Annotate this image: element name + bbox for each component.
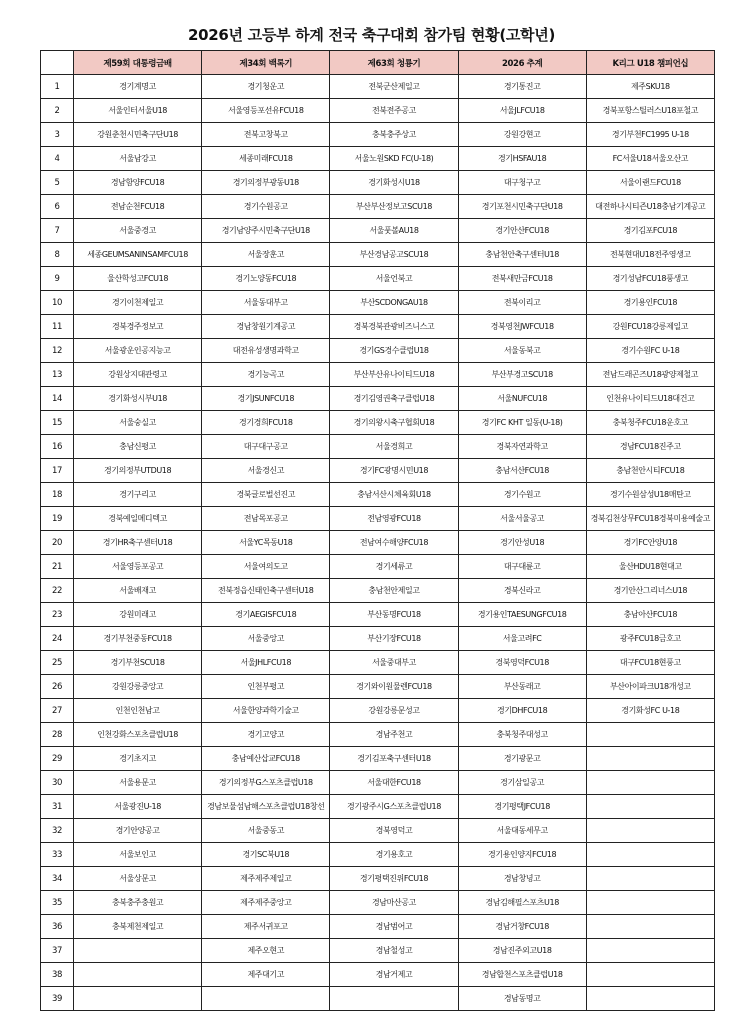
team-cell: 서울풋볼AU18 bbox=[330, 219, 458, 243]
team-cell: 제주제주제일고 bbox=[202, 867, 330, 891]
team-cell bbox=[586, 771, 714, 795]
team-cell: 서울보인고 bbox=[74, 843, 202, 867]
row-number: 8 bbox=[41, 243, 74, 267]
team-cell: 경기남양주시민축구단U18 bbox=[202, 219, 330, 243]
row-number: 38 bbox=[41, 963, 74, 987]
team-cell bbox=[74, 939, 202, 963]
team-cell: 경기SC북U18 bbox=[202, 843, 330, 867]
team-cell: 인천강화스포츠클럽U18 bbox=[74, 723, 202, 747]
team-cell: 전남목포공고 bbox=[202, 507, 330, 531]
row-number: 23 bbox=[41, 603, 74, 627]
row-number: 34 bbox=[41, 867, 74, 891]
team-cell: 서울이랜드FCU18 bbox=[586, 171, 714, 195]
team-cell: 서울JLFCU18 bbox=[458, 99, 586, 123]
team-cell: 부산동명FCU18 bbox=[330, 603, 458, 627]
team-cell: 충남예산삽교FCU18 bbox=[202, 747, 330, 771]
team-cell: 전남영광FCU18 bbox=[330, 507, 458, 531]
team-cell: 경기DHFCU18 bbox=[458, 699, 586, 723]
team-cell: 전남여수해양FCU18 bbox=[330, 531, 458, 555]
team-cell: 경남창녕고 bbox=[458, 867, 586, 891]
table-row bbox=[41, 987, 715, 1011]
team-cell: 서울용문고 bbox=[74, 771, 202, 795]
row-number: 28 bbox=[41, 723, 74, 747]
table-row bbox=[41, 267, 715, 291]
team-cell: 경기안산그리너스U18 bbox=[586, 579, 714, 603]
team-cell bbox=[74, 987, 202, 1011]
team-cell: 경남철성고 bbox=[330, 939, 458, 963]
team-cell: 경기의정부광동U18 bbox=[202, 171, 330, 195]
team-cell: 부산기장FCU18 bbox=[330, 627, 458, 651]
team-cell: 경기화성시U18 bbox=[330, 171, 458, 195]
team-cell bbox=[586, 819, 714, 843]
team-cell: 울산학성고FCU18 bbox=[74, 267, 202, 291]
team-cell: 전북이리고 bbox=[458, 291, 586, 315]
table-row bbox=[41, 627, 715, 651]
team-cell: 경기안산FCU18 bbox=[458, 219, 586, 243]
table-row bbox=[41, 363, 715, 387]
row-number: 29 bbox=[41, 747, 74, 771]
team-cell bbox=[586, 747, 714, 771]
team-cell: 경북경주정보고 bbox=[74, 315, 202, 339]
team-cell: 경기와이원물렌FCU18 bbox=[330, 675, 458, 699]
row-number: 24 bbox=[41, 627, 74, 651]
row-number: 25 bbox=[41, 651, 74, 675]
table-row bbox=[41, 747, 715, 771]
team-cell: 경북경북관광비즈니스고 bbox=[330, 315, 458, 339]
team-cell: 경기화성FC U-18 bbox=[586, 699, 714, 723]
team-cell: 경기초지고 bbox=[74, 747, 202, 771]
team-cell bbox=[586, 795, 714, 819]
row-number: 10 bbox=[41, 291, 74, 315]
row-number: 11 bbox=[41, 315, 74, 339]
team-cell: 강원상지대관령고 bbox=[74, 363, 202, 387]
team-cell: 부산부산정보고SCU18 bbox=[330, 195, 458, 219]
row-number: 16 bbox=[41, 435, 74, 459]
team-cell: 대전유성생명과학고 bbox=[202, 339, 330, 363]
row-number: 32 bbox=[41, 819, 74, 843]
row-number: 5 bbox=[41, 171, 74, 195]
team-cell: 서울남강고 bbox=[74, 147, 202, 171]
column-header-kleague-u18: K리그 U18 챔피언십 bbox=[586, 51, 714, 75]
row-number: 15 bbox=[41, 411, 74, 435]
team-cell: 경북영덕고 bbox=[330, 819, 458, 843]
table-row bbox=[41, 219, 715, 243]
table-row bbox=[41, 555, 715, 579]
team-cell: 인천유나이티드U18대건고 bbox=[586, 387, 714, 411]
team-cell: 서울영등포선유FCU18 bbox=[202, 99, 330, 123]
team-cell: 경기용인TAESUNGFCU18 bbox=[458, 603, 586, 627]
team-cell: 서울YC목동U18 bbox=[202, 531, 330, 555]
team-cell: 서울동북고 bbox=[458, 339, 586, 363]
team-cell: 강원미래고 bbox=[74, 603, 202, 627]
row-number: 19 bbox=[41, 507, 74, 531]
team-cell: 경기삼일공고 bbox=[458, 771, 586, 795]
team-cell: 경기HR축구센터U18 bbox=[74, 531, 202, 555]
team-cell: 서울숭실고 bbox=[74, 411, 202, 435]
table-body bbox=[41, 75, 715, 1011]
team-cell: 경남창원기계공고 bbox=[202, 315, 330, 339]
team-cell: 경기포천시민축구단U18 bbox=[458, 195, 586, 219]
row-number: 27 bbox=[41, 699, 74, 723]
row-number: 9 bbox=[41, 267, 74, 291]
team-cell: 부산경남공고SCU18 bbox=[330, 243, 458, 267]
table-row bbox=[41, 99, 715, 123]
column-header-baengnokgi: 제34회 백록기 bbox=[202, 51, 330, 75]
team-cell: 제주SKU18 bbox=[586, 75, 714, 99]
team-cell: 충남서산시체육회U18 bbox=[330, 483, 458, 507]
team-cell: 경기용인양지FCU18 bbox=[458, 843, 586, 867]
team-cell: 부산SCDONGAU18 bbox=[330, 291, 458, 315]
column-header-presidents-cup: 제59회 대통령금배 bbox=[74, 51, 202, 75]
team-cell bbox=[330, 987, 458, 1011]
team-cell: 경기부천SCU18 bbox=[74, 651, 202, 675]
team-cell: 강원강릉중앙고 bbox=[74, 675, 202, 699]
team-cell: 경기평택JFCU18 bbox=[458, 795, 586, 819]
team-cell: 경남마산공고 bbox=[330, 891, 458, 915]
team-cell: 경북영천JWFCU18 bbox=[458, 315, 586, 339]
table-row bbox=[41, 603, 715, 627]
team-cell: 경남보물섬남해스포츠클럽U18창선 bbox=[202, 795, 330, 819]
table-row bbox=[41, 123, 715, 147]
team-cell: 경남김해필스포츠U18 bbox=[458, 891, 586, 915]
row-number: 12 bbox=[41, 339, 74, 363]
team-cell: 서울중대부고 bbox=[330, 651, 458, 675]
team-cell: 경남거창FCU18 bbox=[458, 915, 586, 939]
team-cell: 경기용인FCU18 bbox=[586, 291, 714, 315]
team-cell: 서울노원SKD FC(U-18) bbox=[330, 147, 458, 171]
team-cell: 경기세류고 bbox=[330, 555, 458, 579]
team-cell: 부산부산유나이티드U18 bbox=[330, 363, 458, 387]
team-cell: 경기경희FCU18 bbox=[202, 411, 330, 435]
table-row bbox=[41, 339, 715, 363]
team-cell: 경기평택진위FCU18 bbox=[330, 867, 458, 891]
table-row bbox=[41, 939, 715, 963]
row-number: 7 bbox=[41, 219, 74, 243]
team-cell: 대구대구공고 bbox=[202, 435, 330, 459]
team-cell: 경기청운고 bbox=[202, 75, 330, 99]
team-cell: 경남합천스포츠클럽U18 bbox=[458, 963, 586, 987]
table-row bbox=[41, 699, 715, 723]
team-cell: 충북청주대성고 bbox=[458, 723, 586, 747]
team-cell: 세종GEUMSANINSAMFCU18 bbox=[74, 243, 202, 267]
table-row bbox=[41, 315, 715, 339]
row-number: 30 bbox=[41, 771, 74, 795]
team-cell: 경기의정부UTDU18 bbox=[74, 459, 202, 483]
team-cell: 경북신라고 bbox=[458, 579, 586, 603]
team-cell: 부산부경고SCU18 bbox=[458, 363, 586, 387]
team-cell: 경기이천제일고 bbox=[74, 291, 202, 315]
team-cell: 인천인천남고 bbox=[74, 699, 202, 723]
team-cell: 서울광운인공지능고 bbox=[74, 339, 202, 363]
team-cell: 충북충주상고 bbox=[330, 123, 458, 147]
team-cell: 서울언북고 bbox=[330, 267, 458, 291]
team-cell: 전북전주공고 bbox=[330, 99, 458, 123]
row-number: 35 bbox=[41, 891, 74, 915]
team-cell: 전남순천FCU18 bbox=[74, 195, 202, 219]
team-cell: 경기안성U18 bbox=[458, 531, 586, 555]
team-cell bbox=[586, 843, 714, 867]
team-cell: 경기수원고 bbox=[458, 483, 586, 507]
team-cell: 전북새만금FCU18 bbox=[458, 267, 586, 291]
row-number: 36 bbox=[41, 915, 74, 939]
team-cell: 충남천안시티FCU18 bbox=[586, 459, 714, 483]
team-cell: 경남동명고 bbox=[458, 987, 586, 1011]
table-row bbox=[41, 723, 715, 747]
team-cell: 경북글로벌선진고 bbox=[202, 483, 330, 507]
team-cell: 경남범어고 bbox=[330, 915, 458, 939]
team-cell: 충남서산FCU18 bbox=[458, 459, 586, 483]
team-cell: 경기김포축구센터U18 bbox=[330, 747, 458, 771]
team-cell: 서울여의도고 bbox=[202, 555, 330, 579]
table-row bbox=[41, 435, 715, 459]
column-header-cheongryonggi: 제63회 청룡기 bbox=[330, 51, 458, 75]
team-cell: 서울영등포공고 bbox=[74, 555, 202, 579]
team-cell bbox=[586, 867, 714, 891]
team-cell: 강원춘천시민축구단U18 bbox=[74, 123, 202, 147]
team-cell: 경기수원공고 bbox=[202, 195, 330, 219]
table-row bbox=[41, 483, 715, 507]
team-cell: 경북자연과학고 bbox=[458, 435, 586, 459]
team-cell: 경기JSUNFCU18 bbox=[202, 387, 330, 411]
table-row bbox=[41, 387, 715, 411]
team-cell: 경기FC안양U18 bbox=[586, 531, 714, 555]
document-title: 2026년 고등부 하계 전국 축구대회 참가팀 현황(고학년) bbox=[188, 26, 555, 44]
team-cell: 경기능곡고 bbox=[202, 363, 330, 387]
team-cell: 경기안양공고 bbox=[74, 819, 202, 843]
team-cell: 제주오현고 bbox=[202, 939, 330, 963]
table-row bbox=[41, 675, 715, 699]
team-cell: 대구대륜고 bbox=[458, 555, 586, 579]
team-cell: 경북김천상무FCU18경북미용예술고 bbox=[586, 507, 714, 531]
team-cell: 경기통진고 bbox=[458, 75, 586, 99]
team-cell: 서울광진U-18 bbox=[74, 795, 202, 819]
team-cell: 경기의왕시축구협회U18 bbox=[330, 411, 458, 435]
team-cell: 서울대한FCU18 bbox=[330, 771, 458, 795]
table-row bbox=[41, 171, 715, 195]
team-cell: 경기FC광명시민U18 bbox=[330, 459, 458, 483]
team-cell: 서울인터서울U18 bbox=[74, 99, 202, 123]
team-cell: 경기부천중동FCU18 bbox=[74, 627, 202, 651]
team-cell: 대구청구고 bbox=[458, 171, 586, 195]
participants-table bbox=[40, 50, 715, 1011]
team-cell: 강원강현고 bbox=[458, 123, 586, 147]
team-cell: 전북정읍신태인축구센터U18 bbox=[202, 579, 330, 603]
team-cell bbox=[586, 987, 714, 1011]
team-cell: 경기의정부G스포츠클럽U18 bbox=[202, 771, 330, 795]
team-cell: 경기광문고 bbox=[458, 747, 586, 771]
team-cell bbox=[74, 963, 202, 987]
team-cell: 경기수원삼성U18매탄고 bbox=[586, 483, 714, 507]
team-cell: 서울고려FC bbox=[458, 627, 586, 651]
team-cell: 강원강릉문성고 bbox=[330, 699, 458, 723]
team-cell: 서울한양과학기술고 bbox=[202, 699, 330, 723]
team-cell: 제주제주중앙고 bbox=[202, 891, 330, 915]
team-cell: 서울JHLFCU18 bbox=[202, 651, 330, 675]
team-cell: 서울서울공고 bbox=[458, 507, 586, 531]
team-cell bbox=[586, 723, 714, 747]
row-number: 37 bbox=[41, 939, 74, 963]
team-cell: 경남FCU18진주고 bbox=[586, 435, 714, 459]
team-cell: 서울동대부고 bbox=[202, 291, 330, 315]
team-cell: 부산동래고 bbox=[458, 675, 586, 699]
team-cell bbox=[202, 987, 330, 1011]
header-row bbox=[41, 51, 715, 75]
team-cell: 서울경희고 bbox=[330, 435, 458, 459]
team-cell: 인천부평고 bbox=[202, 675, 330, 699]
row-number: 3 bbox=[41, 123, 74, 147]
team-cell: 경기HSFAU18 bbox=[458, 147, 586, 171]
table-row bbox=[41, 795, 715, 819]
team-cell: 대전하나시티즌U18충남기계공고 bbox=[586, 195, 714, 219]
team-cell bbox=[586, 915, 714, 939]
row-number: 33 bbox=[41, 843, 74, 867]
team-cell: 제주서귀포고 bbox=[202, 915, 330, 939]
team-cell: 경기구리고 bbox=[74, 483, 202, 507]
team-cell: 충남아산FCU18 bbox=[586, 603, 714, 627]
team-cell: 경남함양FCU18 bbox=[74, 171, 202, 195]
team-cell: 경기AEGISFCU18 bbox=[202, 603, 330, 627]
team-cell: 서울배재고 bbox=[74, 579, 202, 603]
team-cell bbox=[586, 939, 714, 963]
team-cell: 경기부천FC1995 U-18 bbox=[586, 123, 714, 147]
team-cell: 경기계명고 bbox=[74, 75, 202, 99]
team-cell: 경기화성시부U18 bbox=[74, 387, 202, 411]
table-row bbox=[41, 195, 715, 219]
team-cell: 경기GS경수클럽U18 bbox=[330, 339, 458, 363]
row-number: 6 bbox=[41, 195, 74, 219]
team-cell: 부산아이파크U18개성고 bbox=[586, 675, 714, 699]
team-cell: 경기FC KHT 일동(U-18) bbox=[458, 411, 586, 435]
team-cell: 경기광주시G스포츠클럽U18 bbox=[330, 795, 458, 819]
team-cell: 서울중앙고 bbox=[202, 627, 330, 651]
team-cell: 경북예일메디텍고 bbox=[74, 507, 202, 531]
team-cell bbox=[586, 963, 714, 987]
team-cell: FC서울U18서울오산고 bbox=[586, 147, 714, 171]
team-cell: 충북청주FCU18운호고 bbox=[586, 411, 714, 435]
table-row bbox=[41, 411, 715, 435]
team-cell: 서울대동세무고 bbox=[458, 819, 586, 843]
row-number: 26 bbox=[41, 675, 74, 699]
team-cell: 충남천안제일고 bbox=[330, 579, 458, 603]
team-cell: 충남천안축구센터U18 bbox=[458, 243, 586, 267]
table-row bbox=[41, 507, 715, 531]
team-cell: 대구FCU18현풍고 bbox=[586, 651, 714, 675]
team-cell: 경기노양동FCU18 bbox=[202, 267, 330, 291]
team-cell: 경기김포FCU18 bbox=[586, 219, 714, 243]
team-cell: 서울중동고 bbox=[202, 819, 330, 843]
team-cell: 경기성남FCU18풍생고 bbox=[586, 267, 714, 291]
team-cell: 경남진주외고U18 bbox=[458, 939, 586, 963]
table-row bbox=[41, 459, 715, 483]
table-row bbox=[41, 891, 715, 915]
team-cell: 전북고창북고 bbox=[202, 123, 330, 147]
team-cell: 세종미래FCU18 bbox=[202, 147, 330, 171]
team-cell: 강원FCU18강릉제일고 bbox=[586, 315, 714, 339]
row-number: 18 bbox=[41, 483, 74, 507]
team-cell: 제주대기고 bbox=[202, 963, 330, 987]
team-cell: 서울상문고 bbox=[74, 867, 202, 891]
table-row bbox=[41, 843, 715, 867]
team-cell: 경기수원FC U-18 bbox=[586, 339, 714, 363]
team-cell: 경기고양고 bbox=[202, 723, 330, 747]
team-cell: 전남드래곤즈U18광양제철고 bbox=[586, 363, 714, 387]
table-row bbox=[41, 771, 715, 795]
table-row bbox=[41, 531, 715, 555]
team-cell: 경기김영권축구클럽U18 bbox=[330, 387, 458, 411]
table-row bbox=[41, 243, 715, 267]
table-row bbox=[41, 867, 715, 891]
team-cell: 서울장훈고 bbox=[202, 243, 330, 267]
row-number: 22 bbox=[41, 579, 74, 603]
table-row bbox=[41, 963, 715, 987]
row-number: 13 bbox=[41, 363, 74, 387]
table-row bbox=[41, 579, 715, 603]
row-number: 1 bbox=[41, 75, 74, 99]
row-number: 4 bbox=[41, 147, 74, 171]
team-cell: 충북충주충원고 bbox=[74, 891, 202, 915]
team-cell: 전북군산제일고 bbox=[330, 75, 458, 99]
team-cell: 서울NUFCU18 bbox=[458, 387, 586, 411]
team-cell: 서울중경고 bbox=[74, 219, 202, 243]
team-cell: 충북제천제일고 bbox=[74, 915, 202, 939]
team-cell: 충남신평고 bbox=[74, 435, 202, 459]
team-cell: 경남주천고 bbox=[330, 723, 458, 747]
team-cell: 서울경신고 bbox=[202, 459, 330, 483]
table-row bbox=[41, 291, 715, 315]
team-cell bbox=[586, 891, 714, 915]
row-number-header bbox=[41, 51, 74, 75]
table-row bbox=[41, 147, 715, 171]
column-header-autumn-2026: 2026 추계 bbox=[458, 51, 586, 75]
team-cell: 전북현대U18전주영생고 bbox=[586, 243, 714, 267]
table-row bbox=[41, 75, 715, 99]
table-row bbox=[41, 651, 715, 675]
row-number: 21 bbox=[41, 555, 74, 579]
table-row bbox=[41, 915, 715, 939]
row-number: 17 bbox=[41, 459, 74, 483]
row-number: 39 bbox=[41, 987, 74, 1011]
team-cell: 경남거제고 bbox=[330, 963, 458, 987]
table-row bbox=[41, 819, 715, 843]
row-number: 20 bbox=[41, 531, 74, 555]
row-number: 2 bbox=[41, 99, 74, 123]
team-cell: 광주FCU18금호고 bbox=[586, 627, 714, 651]
team-cell: 경북포항스틸러스U18포철고 bbox=[586, 99, 714, 123]
team-cell: 울산HDU18현대고 bbox=[586, 555, 714, 579]
team-cell: 경북영덕FCU18 bbox=[458, 651, 586, 675]
row-number: 14 bbox=[41, 387, 74, 411]
team-cell: 경기용호고 bbox=[330, 843, 458, 867]
row-number: 31 bbox=[41, 795, 74, 819]
